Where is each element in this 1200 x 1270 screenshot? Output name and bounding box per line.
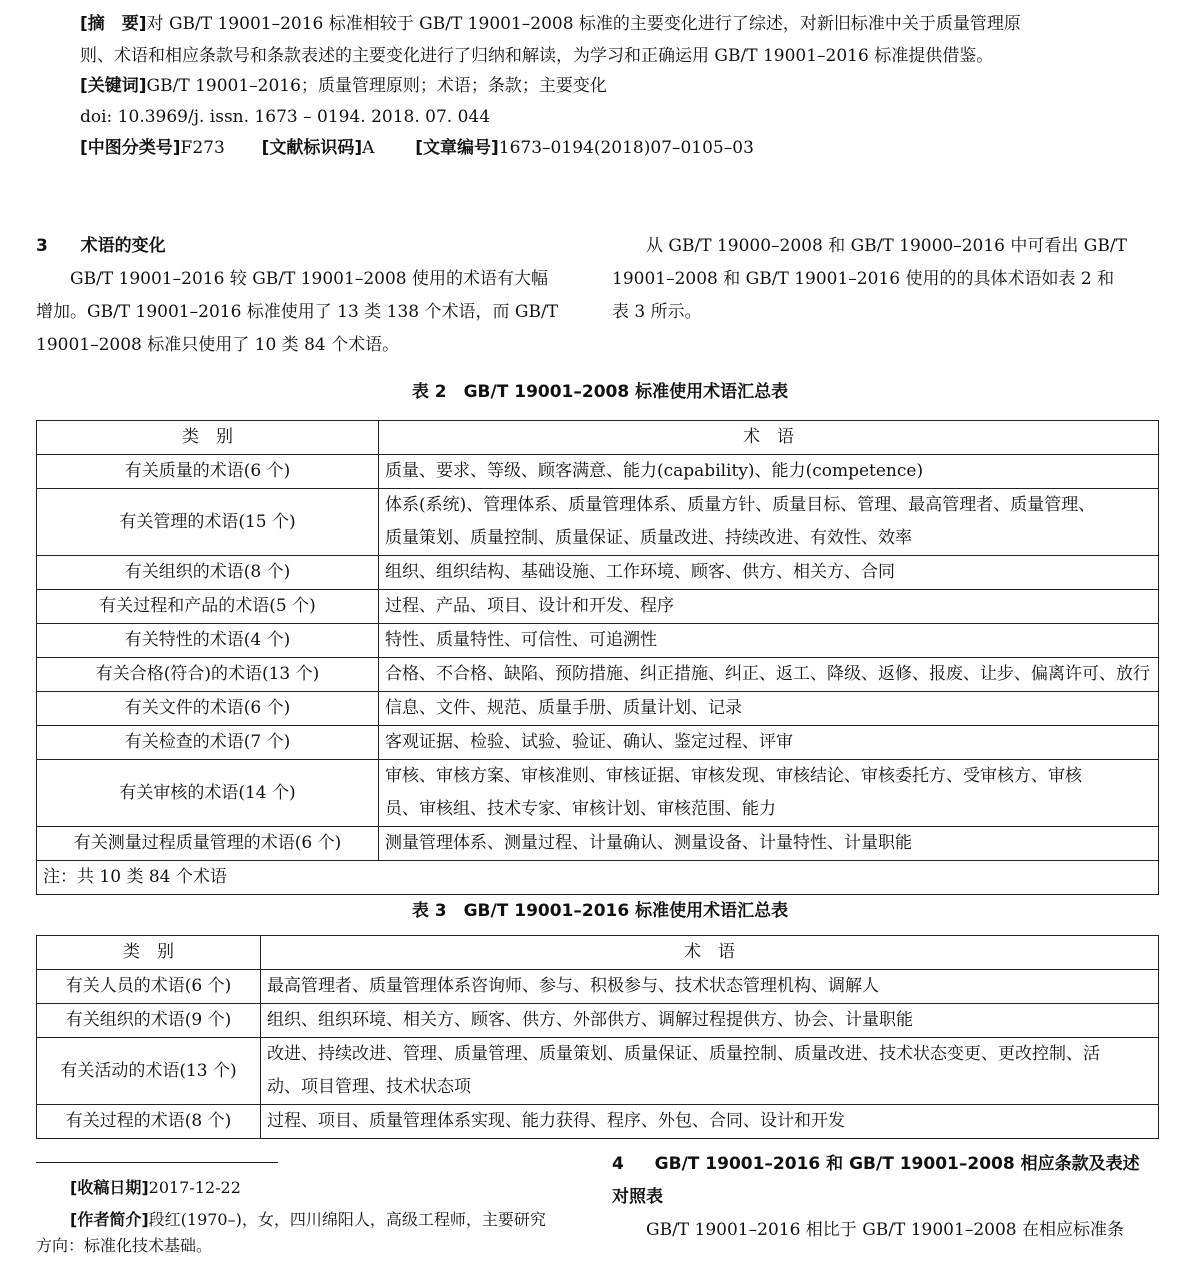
clc-value: F273 [180,138,225,158]
section3-para2-line1: 从 GB/T 19000–2008 和 GB/T 19000–2016 中可看出 GB/T [646,236,1127,256]
table2-terms-line: 信息、文件、规范、质量手册、质量计划、记录 [385,698,742,718]
table2-terms-cell [379,827,1159,861]
table3-terms-cell [261,970,1159,1004]
table2-row [37,624,1159,658]
table2-note-row [37,861,1159,895]
table3-row [37,1004,1159,1038]
table3-terms-line: 最高管理者、质量管理体系咨询师、参与、积极参与、技术状态管理机构、调解人 [267,976,879,996]
section4-number: 4 [612,1154,624,1174]
section3-para2-line3: 表 3 所示。 [612,302,702,322]
table2-terms-line: 客观证据、检验、试验、验证、确认、鉴定过程、评审 [385,732,793,752]
table2-category-cell: 有关文件的术语(6 个) [37,692,379,726]
doi-text: doi: 10.3969/j. issn. 1673 – 0194. 2018. 07. 044 [80,107,491,127]
section4-title-line2: 对照表 [612,1187,663,1207]
table2-row [37,590,1159,624]
table2-category-cell: 有关管理的术语(15 个) [37,489,379,556]
abstract-label: [摘 要] [80,14,147,34]
footnote-author [36,1207,586,1259]
table2-row [37,455,1159,489]
table3-category-cell: 有关组织的术语(9 个) [37,1004,261,1038]
table2-terms-line: 过程、产品、项目、设计和开发、程序 [385,596,674,616]
footnote-received [36,1175,586,1201]
table2 [36,420,1159,895]
table2-caption: 表 2 GB/T 19001–2008 标准使用术语汇总表 [411,382,789,402]
table2-row [37,692,1159,726]
table2-category-cell: 有关组织的术语(8 个) [37,556,379,590]
table3-header-terms: 术 语 [261,936,1159,970]
table2-terms-line: 组织、组织结构、基础设施、工作环境、顾客、供方、相关方、合同 [385,562,895,582]
table2-terms-cell [379,590,1159,624]
section4-column [612,1148,1160,1247]
table2-category-cell: 有关特性的术语(4 个) [37,624,379,658]
author-line2: 方向：标准化技术基础。 [36,1236,213,1255]
table2-terms-line: 员、审核组、技术专家、审核计划、审核范围、能力 [385,799,776,819]
table2-terms-cell [379,760,1159,827]
section3-title: 术语的变化 [80,236,166,256]
table2-category-cell: 有关过程和产品的术语(5 个) [37,590,379,624]
table2-row [37,556,1159,590]
received-date: 2017-12-22 [148,1178,241,1197]
table2-category-cell: 有关检查的术语(7 个) [37,726,379,760]
table2-category-cell: 有关测量过程质量管理的术语(6 个) [37,827,379,861]
table2-terms-line: 合格、不合格、缺陷、预防措施、纠正措施、纠正、返工、降级、返修、报废、让步、偏离许可、放行 [385,664,1150,684]
table2-row [37,827,1159,861]
doc-code-label: [文献标识码] [261,138,363,158]
table2-terms-line: 审核、审核方案、审核准则、审核证据、审核发现、审核结论、审核委托方、受审核方、审核 [385,766,1082,786]
clc-label: [中图分类号] [80,138,181,158]
author-label: [作者简介] [70,1210,149,1229]
table2-terms-cell [379,489,1159,556]
table2-category-cell: 有关审核的术语(14 个) [37,760,379,827]
table2-row [37,760,1159,827]
table2-category-cell: 有关合格(符合)的术语(13 个) [37,658,379,692]
table3-terms-cell [261,1004,1159,1038]
abstract-text-2: 则、术语和相应条款号和条款表述的主要变化进行了归纳和解读，为学习和正确运用 GB/T 19001–2016 标准提供借鉴。 [80,46,994,66]
table2-terms-line: 质量策划、质量控制、质量保证、质量改进、持续改进、有效性、效率 [385,528,912,548]
section4-title-line1: GB/T 19001–2016 和 GB/T 19001–2008 相应条款及表述 [654,1154,1140,1174]
table2-terms-cell [379,692,1159,726]
table2-terms-cell [379,556,1159,590]
keywords-label: [关键词] [80,76,147,96]
footnote-divider [36,1162,278,1163]
table2-row [37,658,1159,692]
section3-para1-line3: 19001–2008 标准只使用了 10 类 84 个术语。 [36,335,400,355]
table2-note: 注：共 10 类 84 个术语 [37,861,1159,895]
table3-caption: 表 3 GB/T 19001–2016 标准使用术语汇总表 [411,901,789,921]
section4-para-line1: GB/T 19001–2016 相比于 GB/T 19001–2008 在相应标准条 [646,1220,1124,1240]
section3-para2-line2: 19001–2008 和 GB/T 19001–2016 使用的的具体术语如表 2 和 [612,269,1115,289]
section3-number: 3 [36,236,48,256]
doc-code-value: A [362,138,375,158]
table3-header-row [37,936,1159,970]
received-label: [收稿日期] [70,1178,149,1197]
table3-category-cell: 有关过程的术语(8 个) [37,1105,261,1139]
article-no-label: [文章编号] [415,138,499,158]
author-line1: 段红(1970–)，女，四川绵阳人，高级工程师，主要研究 [148,1210,546,1229]
table2-terms-cell [379,658,1159,692]
table2-terms-line: 测量管理体系、测量过程、计量确认、测量设备、计量特性、计量职能 [385,833,912,853]
table3-category-cell: 有关活动的术语(13 个) [37,1038,261,1105]
table2-terms-line: 体系(系统)、管理体系、质量管理体系、质量方针、质量目标、管理、最高管理者、质量管理、 [385,495,1096,515]
section3-left-column [36,230,584,362]
abstract-line-2 [80,44,1160,68]
table2-header-category: 类 别 [37,421,379,455]
table2-terms-cell [379,624,1159,658]
table3-row [37,1105,1159,1139]
table3-row [37,1038,1159,1105]
keywords-line [80,74,1160,98]
table2-terms-line: 质量、要求、等级、顾客满意、能力(capability)、能力(competence) [385,461,924,481]
table3-terms-cell [261,1105,1159,1139]
table3-terms-line: 过程、项目、质量管理体系实现、能力获得、程序、外包、合同、设计和开发 [267,1111,845,1131]
table2-category-cell: 有关质量的术语(6 个) [37,455,379,489]
abstract-line-1 [80,12,1160,36]
section3-para1-line2: 增加。GB/T 19001–2016 标准使用了 13 类 138 个术语，而 GB/T [36,302,559,322]
table3-terms-line: 改进、持续改进、管理、质量管理、质量策划、质量保证、质量控制、质量改进、技术状态变更、更改控制、活 [267,1044,1100,1064]
table2-row [37,726,1159,760]
section4-heading-line1 [612,1148,1160,1181]
table3-header-category: 类 别 [37,936,261,970]
table3-row [37,970,1159,1004]
table3-terms-line: 组织、组织环境、相关方、顾客、供方、外部供方、调解过程提供方、协会、计量职能 [267,1010,913,1030]
article-no-value: 1673–0194(2018)07–0105–03 [498,138,754,158]
table2-row [37,489,1159,556]
table3 [36,935,1159,1139]
table2-terms-cell [379,726,1159,760]
section3-heading [36,230,584,263]
table2-terms-cell [379,455,1159,489]
section3-para1-line1: GB/T 19001–2016 较 GB/T 19001–2008 使用的术语有大幅 [70,269,548,289]
table3-terms-cell [261,1038,1159,1105]
keywords-text: GB/T 19001–2016；质量管理原则；术语；条款；主要变化 [146,76,607,96]
table3-terms-line: 动、项目管理、技术状态项 [267,1077,471,1097]
abstract-text-1: 对 GB/T 19001–2016 标准相较于 GB/T 19001–2008 标准的主要变化进行了综述，对新旧标准中关于质量管理原 [146,14,1021,34]
classification-line [80,136,1160,160]
doi-line [80,105,1160,129]
section3-right-column [612,230,1160,329]
table3-category-cell: 有关人员的术语(6 个) [37,970,261,1004]
table2-header-terms: 术 语 [379,421,1159,455]
table2-header-row [37,421,1159,455]
table2-terms-line: 特性、质量特性、可信性、可追溯性 [385,630,657,650]
